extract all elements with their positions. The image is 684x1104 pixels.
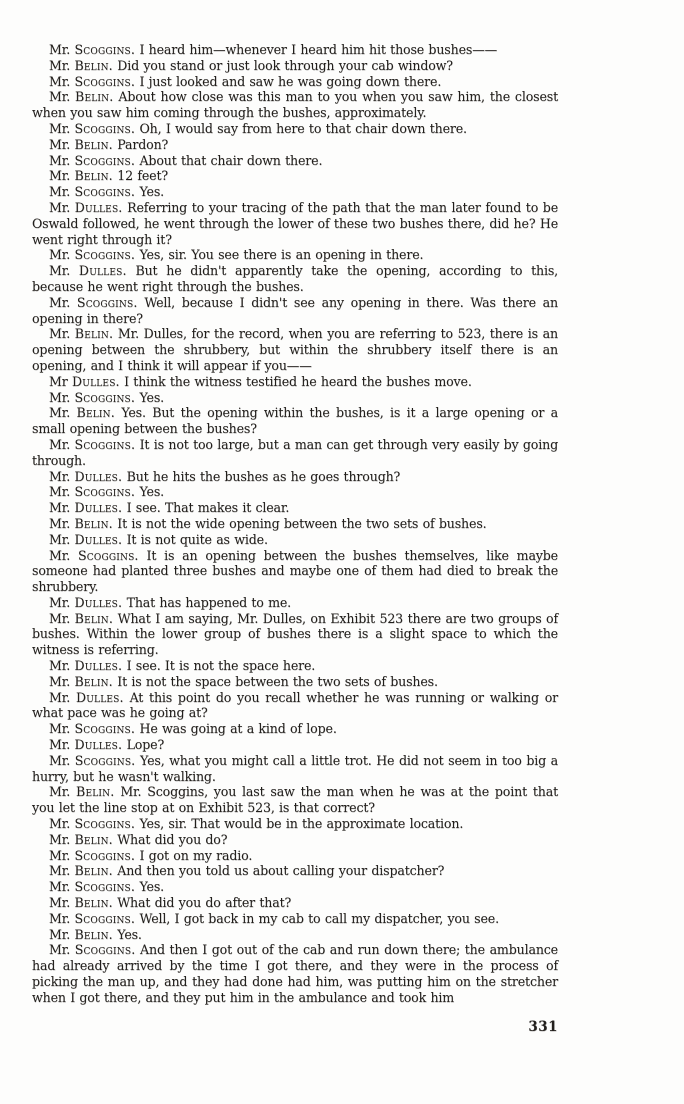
speaker-name: Dulles.	[74, 468, 123, 484]
testimony-paragraph	[32, 658, 558, 674]
speech-text: What did you do?	[117, 831, 228, 847]
speaker-prefix: Mr.	[49, 136, 71, 152]
speech-text: Yes.	[139, 484, 165, 500]
speaker-name: Belin.	[74, 926, 113, 942]
testimony-paragraph	[32, 437, 558, 469]
speaker-prefix: Mr.	[49, 658, 71, 674]
speech-text: Pardon?	[117, 136, 169, 152]
testimony-paragraph	[32, 863, 558, 879]
testimony-paragraph	[32, 516, 558, 532]
speaker-prefix: Mr.	[49, 120, 71, 136]
speaker-prefix: Mr.	[49, 831, 71, 847]
speaker-name: Scoggins.	[74, 816, 136, 832]
testimony-paragraph	[32, 532, 558, 548]
testimony-paragraph	[32, 184, 558, 200]
testimony-paragraph	[32, 469, 558, 485]
speaker-prefix: Mr.	[49, 689, 71, 705]
speech-text: I think the witness testified he heard the bushes move.	[124, 373, 472, 389]
speaker-name: Belin.	[74, 168, 113, 184]
speech-text: Yes.	[139, 879, 165, 895]
speech-text: About how close was this man to you when you saw him, the closest when you saw him coming through the bushes, approximately.	[32, 89, 558, 121]
speech-text: I see. That makes it clear.	[126, 500, 290, 516]
speaker-name: Belin.	[74, 515, 113, 531]
page-number-row	[32, 1019, 558, 1036]
speaker-name: Scoggins.	[74, 436, 136, 452]
speech-text: Did you stand or just look through your cab window?	[117, 57, 453, 73]
testimony-paragraph	[32, 295, 558, 327]
speaker-name: Scoggins.	[74, 721, 136, 737]
speaker-prefix: Mr.	[49, 405, 71, 421]
speech-text: I just looked and saw he was going down there.	[139, 73, 442, 89]
speech-text: Yes.	[117, 926, 142, 942]
speaker-name: Belin.	[74, 610, 114, 626]
speech-text: But he hits the bushes as he goes through?	[126, 468, 401, 484]
speaker-name: Dulles.	[74, 531, 123, 547]
speaker-prefix: Mr.	[49, 89, 71, 105]
speaker-name: Dulles.	[74, 737, 123, 753]
testimony-paragraph	[32, 911, 558, 927]
testimony-paragraph	[32, 326, 558, 373]
testimony-paragraph	[32, 89, 558, 121]
speech-text: About that chair down there.	[139, 152, 323, 168]
speaker-name: Scoggins.	[74, 152, 136, 168]
speech-text: Referring to your tracing of the path that the man later found to be Oswald followed, he went through the lower of these two bushes there, did he? He went right through it?	[32, 199, 558, 247]
speech-text: Yes, sir. You see there is an opening in there.	[139, 247, 424, 263]
speaker-name: Scoggins.	[74, 120, 136, 136]
speaker-prefix: Mr.	[49, 484, 71, 500]
speaker-prefix: Mr.	[49, 926, 71, 942]
testimony-paragraph	[32, 484, 558, 500]
speaker-prefix: Mr.	[49, 673, 71, 689]
speaker-prefix: Mr.	[49, 326, 71, 342]
speaker-prefix: Mr.	[49, 500, 71, 516]
testimony-paragraph	[32, 168, 558, 184]
testimony-paragraph	[32, 390, 558, 406]
speaker-name: Dulles.	[74, 658, 123, 674]
speaker-name: Scoggins.	[74, 42, 136, 57]
speech-text: He was going at a kind of lope.	[139, 721, 337, 737]
speech-text: 12 feet?	[117, 168, 168, 184]
speaker-prefix: Mr.	[49, 184, 71, 200]
speech-text: It is not the wide opening between the two sets of bushes.	[117, 515, 487, 531]
speaker-prefix: Mr.	[49, 436, 71, 452]
speech-text: It is an opening between the bushes themselves, like maybe someone had planted three bushes and maybe one of them had died to break the shrubbery.	[32, 547, 558, 595]
speaker-name: Scoggins.	[76, 294, 138, 310]
speech-text: I see. It is not the space here.	[126, 658, 316, 674]
speaker-name: Scoggins.	[74, 847, 136, 863]
speech-text: And then you told us about calling your dispatcher?	[117, 863, 445, 879]
speech-text: It is not the space between the two sets of bushes.	[117, 673, 438, 689]
testimony-text-block	[32, 42, 558, 1006]
speaker-name: Belin.	[74, 673, 113, 689]
speaker-name: Scoggins.	[74, 910, 136, 926]
speaker-prefix: Mr.	[49, 57, 71, 73]
speaker-name: Dulles.	[71, 373, 120, 389]
speaker-name: Scoggins.	[74, 942, 136, 958]
testimony-paragraph	[32, 374, 558, 390]
testimony-paragraph	[32, 58, 558, 74]
speaker-name: Dulles.	[74, 500, 123, 516]
speech-text: Lope?	[126, 737, 165, 753]
speaker-name: Belin.	[75, 89, 114, 105]
speaker-prefix: Mr.	[49, 42, 71, 57]
speaker-name: Dulles.	[78, 263, 127, 279]
speech-text: I got on my radio.	[139, 847, 253, 863]
speaker-prefix: Mr.	[49, 910, 71, 926]
speaker-name: Scoggins.	[77, 547, 139, 563]
testimony-paragraph	[32, 879, 558, 895]
speaker-prefix: Mr.	[49, 531, 71, 547]
speech-text: Yes. But the opening within the bushes, is it a large opening or a small opening between the bushes?	[32, 405, 559, 437]
testimony-paragraph	[32, 200, 558, 247]
speaker-prefix: Mr.	[49, 294, 71, 310]
speech-text: And then I got out of the cab and run down there; the ambulance had already arrived by the time I got there, and they were in the process of picking the man up, and they had done had him, was putting him on the stretcher when I got there, and they put him in the ambulance and took him	[32, 942, 558, 1005]
speech-text: Yes.	[139, 184, 165, 200]
speech-text: It is not quite as wide.	[126, 531, 268, 547]
speaker-prefix: Mr.	[49, 895, 71, 911]
speaker-prefix: Mr.	[49, 263, 71, 279]
testimony-paragraph	[32, 895, 558, 911]
speech-text: Well, because I didn't see any opening in there. Was there an opening in there?	[32, 294, 558, 326]
speaker-name: Scoggins.	[74, 879, 136, 895]
testimony-paragraph	[32, 737, 558, 753]
page-number: 331	[528, 1018, 558, 1035]
speaker-prefix: Mr.	[49, 152, 71, 168]
speaker-name: Belin.	[74, 326, 114, 342]
testimony-paragraph	[32, 784, 558, 816]
speaker-prefix: Mr.	[49, 610, 71, 626]
speaker-prefix: Mr.	[49, 784, 71, 800]
testimony-paragraph	[32, 611, 558, 658]
speaker-prefix: Mr.	[49, 752, 71, 768]
speech-text: Yes, what you might call a little trot. He did not seem in too big a hurry, but he wasn't walking.	[32, 752, 559, 784]
speech-text: Yes.	[139, 389, 165, 405]
speaker-name: Dulles.	[75, 689, 124, 705]
speaker-name: Belin.	[76, 405, 115, 421]
testimony-paragraph	[32, 753, 558, 785]
testimony-paragraph	[32, 247, 558, 263]
speech-text: It is not too large, but a man can get through very easily by going through.	[32, 436, 558, 468]
speaker-prefix: Mr.	[49, 816, 71, 832]
speaker-prefix: Mr.	[49, 547, 71, 563]
speech-text: I heard him—whenever I heard him hit those bushes——	[139, 42, 498, 57]
speech-text: Yes, sir. That would be in the approximate location.	[139, 816, 464, 832]
testimony-paragraph	[32, 595, 558, 611]
speaker-name: Scoggins.	[74, 73, 136, 89]
speaker-name: Belin.	[74, 863, 113, 879]
speaker-name: Belin.	[74, 831, 113, 847]
testimony-paragraph	[32, 721, 558, 737]
speech-text: What did you do after that?	[117, 895, 292, 911]
testimony-paragraph	[32, 405, 558, 437]
speaker-prefix: Mr.	[49, 199, 71, 215]
speaker-prefix: Mr.	[49, 515, 71, 531]
speech-text: Mr. Dulles, for the record, when you are referring to 523, there is an opening between the shrubbery, but within the shrubbery itself there is an opening, and I think it will appear if you——	[32, 326, 558, 373]
testimony-paragraph	[32, 500, 558, 516]
testimony-paragraph	[32, 832, 558, 848]
speech-text: But he didn't apparently take the opening, according to this, because he went right through the bushes.	[32, 263, 558, 294]
testimony-paragraph	[32, 548, 558, 595]
speaker-prefix: Mr.	[49, 389, 71, 405]
testimony-paragraph	[32, 74, 558, 90]
speaker-prefix: Mr.	[49, 168, 71, 184]
speech-text: Oh, I would say from here to that chair down there.	[139, 120, 467, 136]
speaker-prefix: Mr.	[49, 468, 71, 484]
speech-text: That has happened to me.	[126, 594, 292, 610]
testimony-paragraph	[32, 137, 558, 153]
speaker-prefix: Mr.	[49, 721, 71, 737]
speaker-name: Dulles.	[74, 594, 123, 610]
testimony-paragraph	[32, 263, 558, 295]
speaker-name: Scoggins.	[74, 389, 136, 405]
speech-text: Well, I got back in my cab to call my dispatcher, you see.	[139, 910, 499, 926]
speaker-prefix: Mr.	[49, 847, 71, 863]
speech-text: Mr. Scoggins, you last saw the man when he was at the point that you let the line stop at on Exhibit 523, is that correct?	[32, 784, 558, 816]
speaker-name: Belin.	[74, 895, 113, 911]
speaker-name: Scoggins.	[74, 184, 136, 200]
testimony-paragraph	[32, 690, 558, 722]
speaker-prefix: Mr.	[49, 942, 71, 958]
testimony-paragraph	[32, 942, 558, 1005]
speaker-name: Belin.	[75, 784, 115, 800]
speaker-name: Dulles.	[74, 199, 123, 215]
speaker-prefix: Mr.	[49, 73, 71, 89]
testimony-paragraph	[32, 848, 558, 864]
speaker-name: Belin.	[74, 136, 113, 152]
speaker-prefix: Mr.	[49, 247, 71, 263]
speaker-prefix: Mr.	[49, 863, 71, 879]
speaker-prefix: Mr.	[49, 594, 71, 610]
speaker-name: Scoggins.	[74, 247, 136, 263]
speaker-name: Scoggins.	[74, 752, 136, 768]
testimony-paragraph	[32, 674, 558, 690]
testimony-paragraph	[32, 816, 558, 832]
testimony-paragraph	[32, 121, 558, 137]
testimony-paragraph	[32, 153, 558, 169]
speaker-name: Scoggins.	[74, 484, 136, 500]
speech-text: At this point do you recall whether he was running or walking or what pace was he going at?	[32, 689, 558, 721]
testimony-paragraph	[32, 42, 558, 58]
speaker-prefix: Mr	[49, 373, 68, 389]
speaker-prefix: Mr.	[49, 879, 71, 895]
testimony-paragraph	[32, 927, 558, 943]
speech-text: What I am saying, Mr. Dulles, on Exhibit 523 there are two groups of bushes. Within the lower group of bushes there is a slight space to which the witness is referring.	[32, 610, 559, 658]
speaker-prefix: Mr.	[49, 737, 71, 753]
speaker-name: Belin.	[74, 57, 113, 73]
